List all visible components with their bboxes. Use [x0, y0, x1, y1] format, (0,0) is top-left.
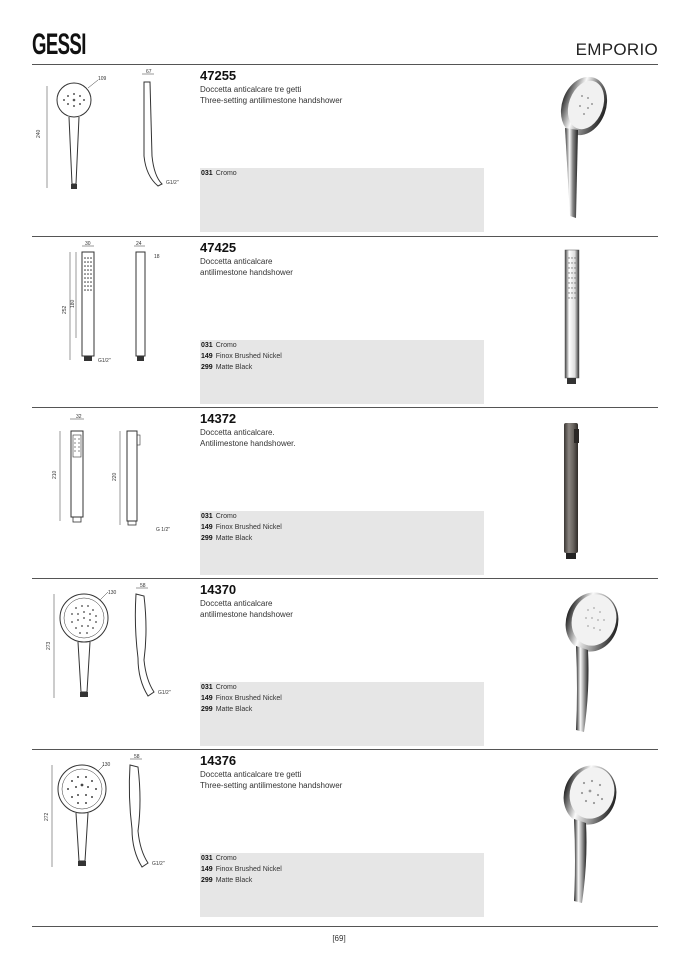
product-description: Doccetta anticalcare tre getti Three-setting antilimestone handshower [200, 770, 343, 790]
svg-text:24: 24 [136, 241, 142, 247]
product-photo [532, 66, 658, 234]
finish-item: 031 Cromo [201, 342, 237, 349]
product-photo [532, 580, 658, 748]
svg-text:58: 58 [134, 754, 140, 760]
product-description: Doccetta anticalcare antilimestone handshower [200, 257, 293, 277]
svg-text:G1/2": G1/2" [98, 358, 111, 364]
svg-text:220: 220 [112, 472, 118, 481]
technical-drawing [32, 580, 192, 748]
product-description: Doccetta anticalcare. Antilimestone handshower. [200, 428, 296, 448]
divider [32, 578, 658, 579]
product-description: Doccetta anticalcare antilimestone handshower [200, 599, 293, 619]
technical-drawing [32, 751, 192, 919]
finish-item: 299 Matte Black [201, 877, 253, 884]
finish-item: 149 Finox Brushed Nickel [201, 524, 282, 531]
svg-text:67: 67 [146, 69, 152, 75]
finish-item: 299 Matte Black [201, 364, 253, 371]
finish-item: 031 Cromo [201, 684, 237, 691]
svg-text:252: 252 [62, 305, 68, 314]
svg-text:180: 180 [70, 299, 76, 308]
svg-text:G 1/2": G 1/2" [156, 527, 171, 533]
svg-text:G1/2": G1/2" [152, 861, 165, 867]
divider [32, 407, 658, 408]
product-code: 47425 [200, 240, 237, 255]
product-code: 47255 [200, 68, 237, 83]
svg-text:18: 18 [154, 254, 160, 260]
finish-item: 031 Cromo [201, 855, 237, 862]
product-photo [532, 751, 658, 919]
product-47255 [32, 66, 658, 234]
svg-text:30: 30 [85, 241, 91, 247]
svg-text:58: 58 [140, 583, 146, 589]
svg-text:240: 240 [36, 129, 42, 138]
technical-drawing [32, 238, 192, 406]
divider [32, 749, 658, 750]
collection-title: EMPORIO [575, 40, 658, 59]
product-14372 [32, 409, 658, 577]
finish-item: 031 Cromo [201, 170, 237, 177]
product-code: 14372 [200, 411, 237, 426]
product-14376 [32, 751, 658, 919]
product-description: Doccetta anticalcare tre getti Three-setting antilimestone handshower [200, 85, 343, 105]
finish-item: 299 Matte Black [201, 706, 253, 713]
divider [32, 236, 658, 237]
technical-drawing [32, 409, 192, 577]
product-photo [532, 409, 658, 577]
svg-text:G1/2": G1/2" [158, 690, 171, 696]
svg-text:273: 273 [46, 641, 52, 650]
finishes-box [200, 682, 484, 746]
svg-text:109: 109 [98, 76, 107, 82]
finish-item: 299 Matte Black [201, 535, 253, 542]
svg-text:130: 130 [102, 762, 111, 768]
finishes-box [200, 511, 484, 575]
svg-text:272: 272 [44, 812, 50, 821]
finishes-box [200, 853, 484, 917]
svg-text:130: 130 [108, 590, 117, 596]
product-photo [532, 238, 658, 406]
product-14370 [32, 580, 658, 748]
finishes-box [200, 340, 484, 404]
svg-text:G1/2": G1/2" [166, 180, 179, 186]
gessi-logo: GESSI [32, 28, 86, 61]
product-code: 14376 [200, 753, 237, 768]
finish-item: 149 Finox Brushed Nickel [201, 695, 282, 702]
product-47425 [32, 238, 658, 406]
divider [32, 64, 658, 65]
svg-text:210: 210 [52, 470, 58, 479]
svg-text:32: 32 [76, 414, 82, 420]
finishes-box [200, 168, 484, 232]
finish-item: 149 Finox Brushed Nickel [201, 866, 282, 873]
technical-drawing [32, 66, 192, 234]
page-number: [69] [332, 934, 346, 943]
finish-item: 031 Cromo [201, 513, 237, 520]
divider [32, 926, 658, 927]
product-code: 14370 [200, 582, 237, 597]
finish-item: 149 Finox Brushed Nickel [201, 353, 282, 360]
